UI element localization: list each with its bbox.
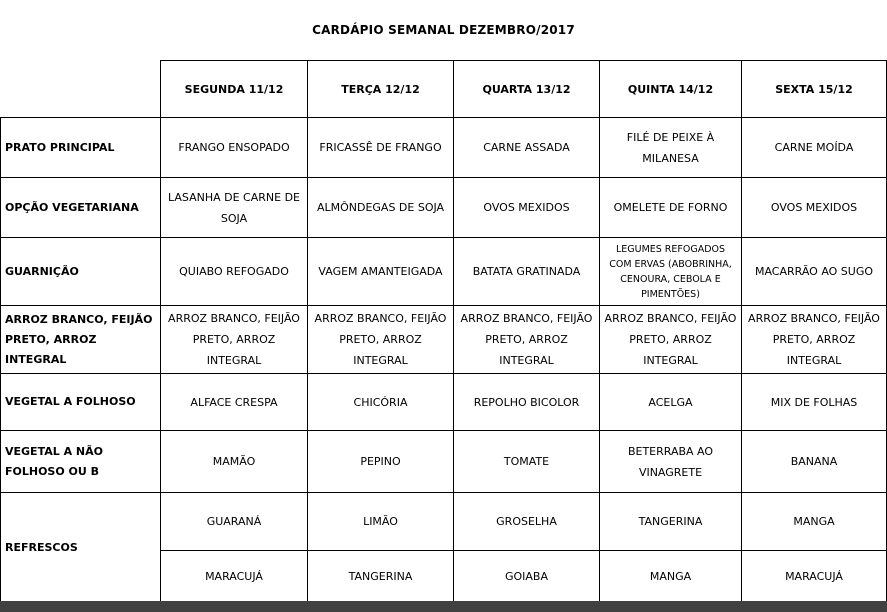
menu-cell: PEPINO xyxy=(308,431,454,493)
menu-cell: TOMATE xyxy=(454,431,600,493)
table-row xyxy=(1,238,887,306)
row-label-vegetal-folhoso: VEGETAL A FOLHOSO xyxy=(1,374,161,431)
column-header-quarta: QUARTA 13/12 xyxy=(454,61,600,118)
table-row xyxy=(1,493,887,551)
menu-cell: ACELGA xyxy=(600,374,742,431)
menu-cell: QUIABO REFOGADO xyxy=(161,238,308,306)
table-row xyxy=(1,374,887,431)
menu-cell: CARNE ASSADA xyxy=(454,118,600,178)
row-label-arroz-feijao: ARROZ BRANCO, FEIJÃO PRETO, ARROZ INTEGRAL xyxy=(1,306,161,374)
menu-cell: ARROZ BRANCO, FEIJÃO PRETO, ARROZ INTEGRAL xyxy=(308,306,454,374)
menu-cell: LASANHA DE CARNE DE SOJA xyxy=(161,178,308,238)
menu-cell: FRICASSÊ DE FRANGO xyxy=(308,118,454,178)
column-header-quinta: QUINTA 14/12 xyxy=(600,61,742,118)
menu-table xyxy=(0,60,887,603)
menu-cell: CARNE MOÍDA xyxy=(742,118,887,178)
menu-cell: FRANGO ENSOPADO xyxy=(161,118,308,178)
menu-cell: MAMÃO xyxy=(161,431,308,493)
menu-cell: OVOS MEXIDOS xyxy=(742,178,887,238)
menu-cell: MARACUJÁ xyxy=(161,551,308,603)
menu-cell: ALMÔNDEGAS DE SOJA xyxy=(308,178,454,238)
menu-cell: LEGUMES REFOGADOS COM ERVAS (ABOBRINHA, CENOURA, CEBOLA E PIMENTÕES) xyxy=(600,238,742,306)
row-label-vegetal-nao-folhoso: VEGETAL A NÃO FOLHOSO OU B xyxy=(1,431,161,493)
menu-cell: TANGERINA xyxy=(308,551,454,603)
menu-cell: BATATA GRATINADA xyxy=(454,238,600,306)
menu-cell: ARROZ BRANCO, FEIJÃO PRETO, ARROZ INTEGRAL xyxy=(742,306,887,374)
page-title: CARDÁPIO SEMANAL DEZEMBRO/2017 xyxy=(312,23,575,37)
menu-cell: LIMÃO xyxy=(308,493,454,551)
column-header-terca: TERÇA 12/12 xyxy=(308,61,454,118)
menu-cell: GUARANÁ xyxy=(161,493,308,551)
table-row xyxy=(1,431,887,493)
menu-cell: ALFACE CRESPA xyxy=(161,374,308,431)
menu-cell: ARROZ BRANCO, FEIJÃO PRETO, ARROZ INTEGRAL xyxy=(454,306,600,374)
menu-cell: OVOS MEXIDOS xyxy=(454,178,600,238)
menu-cell: GROSELHA xyxy=(454,493,600,551)
menu-cell: OMELETE DE FORNO xyxy=(600,178,742,238)
column-header-segunda: SEGUNDA 11/12 xyxy=(161,61,308,118)
menu-cell: GOIABA xyxy=(454,551,600,603)
menu-cell: CHICÓRIA xyxy=(308,374,454,431)
menu-cell: TANGERINA xyxy=(600,493,742,551)
menu-cell: MACARRÃO AO SUGO xyxy=(742,238,887,306)
menu-cell: MIX DE FOLHAS xyxy=(742,374,887,431)
bottom-bar xyxy=(0,601,887,612)
menu-cell: MARACUJÁ xyxy=(742,551,887,603)
table-row xyxy=(1,118,887,178)
header-row xyxy=(1,61,887,118)
menu-cell: BETERRABA AO VINAGRETE xyxy=(600,431,742,493)
row-label-prato-principal: PRATO PRINCIPAL xyxy=(1,118,161,178)
row-label-opcao-vegetariana: OPÇÃO VEGETARIANA xyxy=(1,178,161,238)
menu-cell: ARROZ BRANCO, FEIJÃO PRETO, ARROZ INTEGRAL xyxy=(161,306,308,374)
menu-cell: MANGA xyxy=(742,493,887,551)
table-row xyxy=(1,306,887,374)
column-header-sexta: SEXTA 15/12 xyxy=(742,61,887,118)
menu-cell: FILÉ DE PEIXE À MILANESA xyxy=(600,118,742,178)
corner-cell xyxy=(1,61,161,118)
table-row xyxy=(1,178,887,238)
menu-cell: REPOLHO BICOLOR xyxy=(454,374,600,431)
menu-cell: MANGA xyxy=(600,551,742,603)
menu-cell: BANANA xyxy=(742,431,887,493)
row-label-refrescos: REFRESCOS xyxy=(1,493,161,603)
menu-cell: VAGEM AMANTEIGADA xyxy=(308,238,454,306)
row-label-guarnicao: GUARNIÇÃO xyxy=(1,238,161,306)
menu-cell: ARROZ BRANCO, FEIJÃO PRETO, ARROZ INTEGRAL xyxy=(600,306,742,374)
